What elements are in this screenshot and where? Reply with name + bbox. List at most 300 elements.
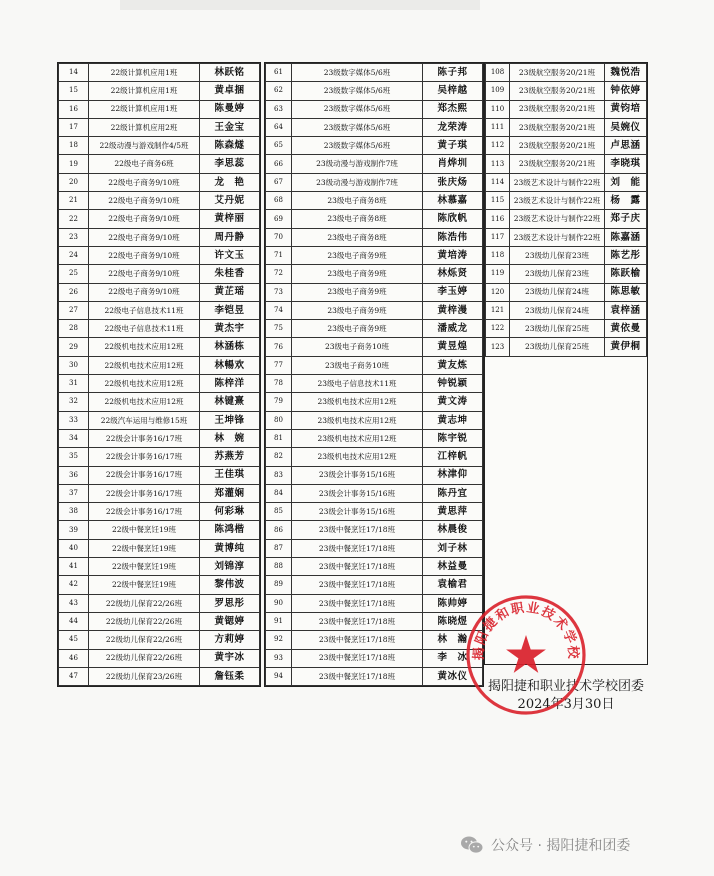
class-name: 23级数字媒体5/6班 [292, 64, 423, 82]
student-name: 郑灌娴 [200, 484, 260, 502]
roster-row [59, 118, 260, 136]
row-number: 113 [486, 155, 510, 173]
roster-table-3 [485, 63, 647, 357]
class-name: 23级艺术设计与制作22班 [510, 228, 605, 246]
class-name: 22级中餐烹饪19班 [89, 521, 200, 539]
row-number: 84 [266, 484, 292, 502]
roster-row [486, 283, 647, 301]
student-name: 黎伟波 [200, 576, 260, 594]
class-name: 23级电子商务9班 [292, 301, 423, 319]
class-name: 23级航空服务20/21班 [510, 155, 605, 173]
row-number: 31 [59, 375, 89, 393]
roster-block-2 [264, 62, 484, 687]
student-name: 林 婉 [200, 429, 260, 447]
student-name: 罗思彤 [200, 594, 260, 612]
roster-row [266, 429, 483, 447]
class-name: 23级电子商务8班 [292, 228, 423, 246]
row-number: 73 [266, 283, 292, 301]
row-number: 120 [486, 283, 510, 301]
roster-row [59, 649, 260, 667]
student-name: 周丹静 [200, 228, 260, 246]
roster-row [266, 466, 483, 484]
roster-row [266, 448, 483, 466]
row-number: 35 [59, 448, 89, 466]
roster-row [266, 64, 483, 82]
class-name: 23级中餐烹饪17/18班 [292, 521, 423, 539]
student-name: 林晨俊 [423, 521, 483, 539]
student-name: 黄杰宇 [200, 320, 260, 338]
class-name: 22级中餐烹饪19班 [89, 558, 200, 576]
roster-row [59, 100, 260, 118]
row-number: 22 [59, 210, 89, 228]
roster-row [266, 576, 483, 594]
student-name: 黄培涛 [423, 246, 483, 264]
row-number: 18 [59, 137, 89, 155]
student-name: 黄梓丽 [200, 210, 260, 228]
class-name: 22级机电技术应用12班 [89, 375, 200, 393]
class-name: 23级幼儿保育23班 [510, 265, 605, 283]
class-name: 22级电子商务6班 [89, 155, 200, 173]
class-name: 23级艺术设计与制作22班 [510, 173, 605, 191]
class-name: 23级航空服务20/21班 [510, 82, 605, 100]
roster-row [59, 265, 260, 283]
class-name: 23级数字媒体5/6班 [292, 137, 423, 155]
footer-account-text: 公众号 · 揭阳捷和团委 [491, 838, 631, 854]
class-name: 23级电子商务9班 [292, 320, 423, 338]
student-name: 陈子邦 [423, 64, 483, 82]
roster-row [59, 667, 260, 685]
class-name: 23级电子商务9班 [292, 283, 423, 301]
roster-row [59, 375, 260, 393]
class-name: 22级幼儿保育23/26班 [89, 667, 200, 685]
roster-row [59, 429, 260, 447]
roster-row [266, 612, 483, 630]
student-name: 林键熹 [200, 393, 260, 411]
row-number: 94 [266, 667, 292, 685]
row-number: 38 [59, 503, 89, 521]
student-name: 吴梓越 [423, 82, 483, 100]
roster-row [266, 375, 483, 393]
student-name: 黄锶婷 [200, 612, 260, 630]
row-number: 23 [59, 228, 89, 246]
class-name: 22级中餐烹饪19班 [89, 576, 200, 594]
student-name: 黄依曼 [605, 320, 647, 338]
seal-star-icon [506, 635, 546, 673]
roster-row [59, 283, 260, 301]
roster-row [59, 137, 260, 155]
class-name: 22级电子商务9/10班 [89, 173, 200, 191]
student-name: 陈思敏 [605, 283, 647, 301]
roster-row [486, 246, 647, 264]
class-name: 22级幼儿保育22/26班 [89, 594, 200, 612]
student-name: 黄伊桐 [605, 338, 647, 356]
roster-row [266, 558, 483, 576]
row-number: 69 [266, 210, 292, 228]
class-name: 23级数字媒体5/6班 [292, 100, 423, 118]
student-name: 陈帅婷 [423, 594, 483, 612]
roster-row [486, 82, 647, 100]
roster-row [59, 594, 260, 612]
student-name: 林益曼 [423, 558, 483, 576]
student-name: 黄思萍 [423, 503, 483, 521]
roster-row [486, 210, 647, 228]
student-name: 陈欣帆 [423, 210, 483, 228]
class-name: 23级幼儿保育25班 [510, 338, 605, 356]
student-name: 钟锐颖 [423, 375, 483, 393]
roster-row [266, 283, 483, 301]
roster-row [486, 301, 647, 319]
row-number: 123 [486, 338, 510, 356]
student-name: 魏悦浩 [605, 64, 647, 82]
roster-row [59, 539, 260, 557]
roster-row [266, 631, 483, 649]
roster-row [266, 320, 483, 338]
student-name: 陈跃榆 [605, 265, 647, 283]
roster-row [59, 521, 260, 539]
student-name: 王佳琪 [200, 466, 260, 484]
student-name: 李思蕊 [200, 155, 260, 173]
roster-row [266, 192, 483, 210]
row-number: 30 [59, 356, 89, 374]
row-number: 41 [59, 558, 89, 576]
student-name: 刘子林 [423, 539, 483, 557]
class-name: 22级幼儿保育22/26班 [89, 631, 200, 649]
row-number: 63 [266, 100, 292, 118]
roster-row [486, 118, 647, 136]
row-number: 29 [59, 338, 89, 356]
student-name: 黄博纯 [200, 539, 260, 557]
roster-row [266, 82, 483, 100]
student-name: 黄文涛 [423, 393, 483, 411]
row-number: 25 [59, 265, 89, 283]
class-name: 23级中餐烹饪17/18班 [292, 612, 423, 630]
row-number: 15 [59, 82, 89, 100]
row-number: 76 [266, 338, 292, 356]
class-name: 23级数字媒体5/6班 [292, 82, 423, 100]
row-number: 87 [266, 539, 292, 557]
roster-block-1 [57, 62, 261, 687]
roster-row [266, 228, 483, 246]
row-number: 109 [486, 82, 510, 100]
row-number: 92 [266, 631, 292, 649]
roster-row [266, 539, 483, 557]
row-number: 26 [59, 283, 89, 301]
class-name: 23级机电技术应用12班 [292, 393, 423, 411]
student-name: 张庆炀 [423, 173, 483, 191]
roster-row [266, 137, 483, 155]
roster-row [59, 301, 260, 319]
student-name: 林跃铭 [200, 64, 260, 82]
student-name: 詹钰柔 [200, 667, 260, 685]
roster-row [266, 338, 483, 356]
class-name: 23级中餐烹饪17/18班 [292, 631, 423, 649]
row-number: 93 [266, 649, 292, 667]
row-number: 44 [59, 612, 89, 630]
class-name: 23级电子商务10班 [292, 356, 423, 374]
student-name: 林 瀚 [423, 631, 483, 649]
class-name: 23级机电技术应用12班 [292, 448, 423, 466]
roster-row [486, 338, 647, 356]
row-number: 80 [266, 411, 292, 429]
roster-row [266, 667, 483, 685]
row-number: 90 [266, 594, 292, 612]
roster-row [266, 411, 483, 429]
roster-row [59, 192, 260, 210]
student-name: 黄梓漫 [423, 301, 483, 319]
student-name: 林暢欢 [200, 356, 260, 374]
roster-row [59, 64, 260, 82]
roster-row [266, 100, 483, 118]
class-name: 23级数字媒体5/6班 [292, 118, 423, 136]
student-name: 黄宇冰 [200, 649, 260, 667]
roster-row [59, 612, 260, 630]
student-name: 黄钧培 [605, 100, 647, 118]
class-name: 22级电子商务9/10班 [89, 228, 200, 246]
class-name: 22级计算机应用2班 [89, 118, 200, 136]
student-name: 江梓帆 [423, 448, 483, 466]
row-number: 81 [266, 429, 292, 447]
row-number: 111 [486, 118, 510, 136]
student-name: 林津仰 [423, 466, 483, 484]
roster-row [266, 484, 483, 502]
student-name: 何彩琳 [200, 503, 260, 521]
class-name: 22级中餐烹饪19班 [89, 539, 200, 557]
roster-row [59, 466, 260, 484]
roster-row [59, 393, 260, 411]
roster-row [59, 246, 260, 264]
row-number: 68 [266, 192, 292, 210]
row-number: 19 [59, 155, 89, 173]
row-number: 108 [486, 64, 510, 82]
student-name: 苏燕芳 [200, 448, 260, 466]
roster-row [266, 118, 483, 136]
class-name: 23级电子商务10班 [292, 338, 423, 356]
student-name: 林烁贤 [423, 265, 483, 283]
row-number: 24 [59, 246, 89, 264]
class-name: 23级幼儿保育23班 [510, 246, 605, 264]
class-name: 23级机电技术应用12班 [292, 429, 423, 447]
roster-row [266, 173, 483, 191]
student-name: 黄友炼 [423, 356, 483, 374]
student-name: 李 冰 [423, 649, 483, 667]
row-number: 114 [486, 173, 510, 191]
class-name: 22级电子信息技术11班 [89, 320, 200, 338]
roster-block-3 [484, 62, 648, 665]
row-number: 40 [59, 539, 89, 557]
class-name: 23级电子商务8班 [292, 210, 423, 228]
roster-row [486, 173, 647, 191]
class-name: 22级会计事务16/17班 [89, 466, 200, 484]
wechat-icon [460, 835, 484, 855]
roster-row [486, 228, 647, 246]
row-number: 79 [266, 393, 292, 411]
roster-row [266, 301, 483, 319]
student-name: 王金宝 [200, 118, 260, 136]
class-name: 22级电子信息技术11班 [89, 301, 200, 319]
student-name: 郑杰熙 [423, 100, 483, 118]
roster-table-1 [58, 63, 260, 686]
row-number: 64 [266, 118, 292, 136]
class-name: 23级航空服务20/21班 [510, 64, 605, 82]
row-number: 89 [266, 576, 292, 594]
row-number: 62 [266, 82, 292, 100]
student-name: 朱桂香 [200, 265, 260, 283]
roster-row [266, 503, 483, 521]
class-name: 23级电子商务8班 [292, 192, 423, 210]
row-number: 27 [59, 301, 89, 319]
row-number: 37 [59, 484, 89, 502]
row-number: 66 [266, 155, 292, 173]
roster-row [59, 503, 260, 521]
roster-row [266, 210, 483, 228]
row-number: 71 [266, 246, 292, 264]
row-number: 43 [59, 594, 89, 612]
roster-row [486, 320, 647, 338]
student-name: 陈宇锐 [423, 429, 483, 447]
student-name: 陈艺彤 [605, 246, 647, 264]
class-name: 22级计算机应用1班 [89, 100, 200, 118]
class-name: 23级中餐烹饪17/18班 [292, 576, 423, 594]
class-name: 23级电子信息技术11班 [292, 375, 423, 393]
roster-row [59, 484, 260, 502]
class-name: 23级电子商务9班 [292, 265, 423, 283]
row-number: 61 [266, 64, 292, 82]
row-number: 82 [266, 448, 292, 466]
student-name: 陈梓洋 [200, 375, 260, 393]
row-number: 117 [486, 228, 510, 246]
roster-row [266, 155, 483, 173]
class-name: 22级汽车运用与维修15班 [89, 411, 200, 429]
row-number: 42 [59, 576, 89, 594]
student-name: 钟依婷 [605, 82, 647, 100]
row-number: 110 [486, 100, 510, 118]
class-name: 23级航空服务20/21班 [510, 100, 605, 118]
student-name: 李玉婷 [423, 283, 483, 301]
row-number: 70 [266, 228, 292, 246]
official-seal-stamp [463, 592, 589, 718]
page-shadow [120, 0, 480, 10]
row-number: 86 [266, 521, 292, 539]
roster-row [266, 246, 483, 264]
class-name: 23级中餐烹饪17/18班 [292, 667, 423, 685]
roster-row [59, 558, 260, 576]
row-number: 122 [486, 320, 510, 338]
class-name: 23级会计事务15/16班 [292, 466, 423, 484]
row-number: 112 [486, 137, 510, 155]
roster-row [266, 393, 483, 411]
student-name: 李晓琪 [605, 155, 647, 173]
class-name: 22级电子商务9/10班 [89, 210, 200, 228]
row-number: 72 [266, 265, 292, 283]
class-name: 22级计算机应用1班 [89, 64, 200, 82]
roster-row [59, 338, 260, 356]
student-name: 潘威龙 [423, 320, 483, 338]
class-name: 22级会计事务16/17班 [89, 503, 200, 521]
roster-row [266, 594, 483, 612]
roster-row [486, 137, 647, 155]
roster-row [59, 155, 260, 173]
student-name: 刘 能 [605, 173, 647, 191]
row-number: 91 [266, 612, 292, 630]
class-name: 23级幼儿保育25班 [510, 320, 605, 338]
row-number: 47 [59, 667, 89, 685]
student-name: 陈浩伟 [423, 228, 483, 246]
student-name: 陈森燧 [200, 137, 260, 155]
student-name: 陈晓煜 [423, 612, 483, 630]
roster-row [266, 265, 483, 283]
signature-date: 2024年3月30日 [517, 697, 615, 712]
row-number: 39 [59, 521, 89, 539]
class-name: 22级会计事务16/17班 [89, 448, 200, 466]
row-number: 119 [486, 265, 510, 283]
class-name: 22级会计事务16/17班 [89, 484, 200, 502]
roster-row [266, 521, 483, 539]
class-name: 23级幼儿保育24班 [510, 283, 605, 301]
class-name: 23级机电技术应用12班 [292, 411, 423, 429]
roster-row [486, 64, 647, 82]
class-name: 23级动漫与游戏制作7班 [292, 173, 423, 191]
row-number: 75 [266, 320, 292, 338]
student-name: 林涵栋 [200, 338, 260, 356]
class-name: 22级会计事务16/17班 [89, 429, 200, 447]
roster-row [486, 155, 647, 173]
student-name: 龙荣涛 [423, 118, 483, 136]
row-number: 85 [266, 503, 292, 521]
roster-row [486, 265, 647, 283]
student-name: 陈丹宜 [423, 484, 483, 502]
roster-row [266, 356, 483, 374]
student-name: 吴婉仪 [605, 118, 647, 136]
row-number: 20 [59, 173, 89, 191]
row-number: 121 [486, 301, 510, 319]
class-name: 22级幼儿保育22/26班 [89, 612, 200, 630]
roster-row [59, 356, 260, 374]
wechat-footer [460, 833, 630, 857]
row-number: 34 [59, 429, 89, 447]
class-name: 23级航空服务20/21班 [510, 118, 605, 136]
student-name: 方莉婷 [200, 631, 260, 649]
class-name: 23级幼儿保育24班 [510, 301, 605, 319]
student-name: 龙 艳 [200, 173, 260, 191]
row-number: 74 [266, 301, 292, 319]
row-number: 78 [266, 375, 292, 393]
class-name: 22级动漫与游戏制作4/5班 [89, 137, 200, 155]
row-number: 88 [266, 558, 292, 576]
student-name: 黄冰仪 [423, 667, 483, 685]
student-name: 刘锦淳 [200, 558, 260, 576]
class-name: 23级中餐烹饪17/18班 [292, 594, 423, 612]
student-name: 许文玉 [200, 246, 260, 264]
student-name: 陈鸿楷 [200, 521, 260, 539]
row-number: 67 [266, 173, 292, 191]
row-number: 45 [59, 631, 89, 649]
roster-table-2 [265, 63, 483, 686]
row-number: 65 [266, 137, 292, 155]
row-number: 28 [59, 320, 89, 338]
student-name: 郑子庆 [605, 210, 647, 228]
class-name: 22级电子商务9/10班 [89, 283, 200, 301]
student-name: 黄子琪 [423, 137, 483, 155]
student-name: 袁榆君 [423, 576, 483, 594]
student-name: 陈曼婷 [200, 100, 260, 118]
student-name: 陈嘉涵 [605, 228, 647, 246]
student-name: 袁梓涵 [605, 301, 647, 319]
class-name: 23级中餐烹饪17/18班 [292, 649, 423, 667]
student-name: 黄卓捆 [200, 82, 260, 100]
row-number: 21 [59, 192, 89, 210]
row-number: 33 [59, 411, 89, 429]
roster-row [59, 210, 260, 228]
